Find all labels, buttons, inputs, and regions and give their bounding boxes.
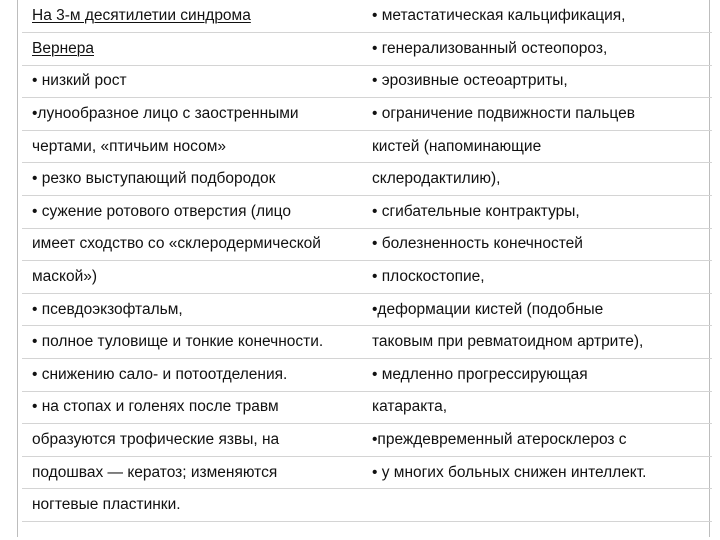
table-row: [22, 98, 712, 131]
right-cell: • генерализованный остеопороз,: [372, 33, 712, 66]
right-cell: • эрозивные остеоартриты,: [372, 65, 712, 98]
left-cell: • низкий рост: [22, 65, 372, 98]
left-cell: • полное туловище и тонкие конечности.: [22, 326, 372, 359]
left-cell: ногтевые пластинки.: [22, 489, 372, 522]
table-row: [22, 391, 712, 424]
right-cell: катаракта,: [372, 391, 712, 424]
left-cell: имеет сходство со «склеродермической: [22, 228, 372, 261]
table-row: [22, 489, 712, 522]
left-cell: • резко выступающий подбородок: [22, 163, 372, 196]
left-cell: • псевдоэкзофтальм,: [22, 293, 372, 326]
left-cell: •лунообразное лицо с заостренными: [22, 98, 372, 131]
right-cell: склеродактилию),: [372, 163, 712, 196]
heading-text: Вернера: [32, 39, 94, 57]
right-cell: • метастатическая кальцификация,: [372, 0, 712, 33]
left-cell: чертами, «птичьим носом»: [22, 130, 372, 163]
right-cell: • плоскостопие,: [372, 261, 712, 294]
left-cell: маской»): [22, 261, 372, 294]
table-row: [22, 0, 712, 33]
text-table: [22, 0, 712, 522]
right-cell: •деформации кистей (подобные: [372, 293, 712, 326]
left-cell: подошвах — кератоз; изменяются: [22, 456, 372, 489]
table-row: [22, 163, 712, 196]
table-row: [22, 130, 712, 163]
right-cell: [372, 489, 712, 522]
table-row: [22, 65, 712, 98]
right-cell: • сгибательные контрактуры,: [372, 196, 712, 229]
table-row: [22, 326, 712, 359]
table-row: [22, 456, 712, 489]
table-row: [22, 359, 712, 392]
right-cell: • ограничение подвижности пальцев: [372, 98, 712, 131]
right-cell: кистей (напоминающие: [372, 130, 712, 163]
table-row: [22, 424, 712, 457]
right-cell: • у многих больных снижен интеллект.: [372, 456, 712, 489]
right-cell: • медленно прогрессирующая: [372, 359, 712, 392]
table-row: [22, 196, 712, 229]
table-row: [22, 261, 712, 294]
table-row: [22, 228, 712, 261]
left-cell: [22, 0, 372, 33]
left-cell: • снижению сало- и потоотделения.: [22, 359, 372, 392]
left-cell: • сужение ротового отверстия (лицо: [22, 196, 372, 229]
right-cell: •преждевременный атеросклероз с: [372, 424, 712, 457]
left-cell: • на стопах и голенях после травм: [22, 391, 372, 424]
left-cell: образуются трофические язвы, на: [22, 424, 372, 457]
table-body: [22, 0, 712, 522]
right-cell: таковым при ревматоидном артрите),: [372, 326, 712, 359]
heading-text: На 3-м десятилетии синдрома: [32, 7, 251, 25]
right-cell: • болезненность конечностей: [372, 228, 712, 261]
table-row: [22, 33, 712, 66]
left-cell: [22, 33, 372, 66]
table-row: [22, 293, 712, 326]
